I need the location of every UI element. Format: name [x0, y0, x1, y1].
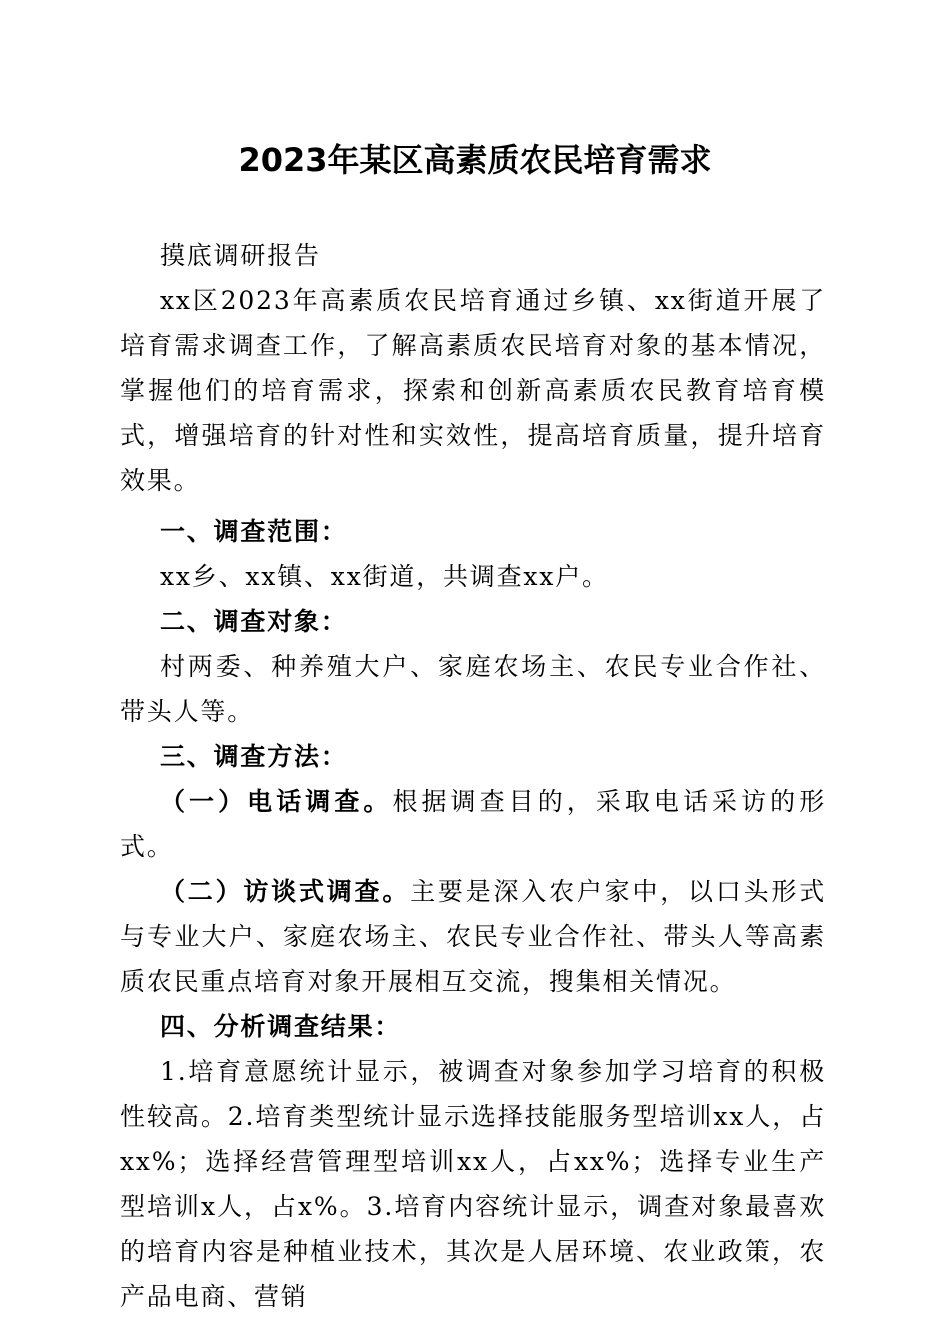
section-text-targets: 村两委、种养殖大户、家庭农场主、农民专业合作社、带头人等。 — [120, 652, 826, 726]
method-item-phone-text: 根据调查目的，采取电话采访的形式。 — [120, 787, 826, 861]
section-heading-scope: 一、调查范围： — [160, 517, 348, 546]
document-title: 2023年某区高素质农民培育需求 — [238, 141, 712, 179]
section-heading-results: 四、分析调查结果： — [160, 1012, 402, 1041]
method-item-interview-label: （二）访谈式调查。 — [160, 877, 411, 906]
method-item-phone-label: （一）电话调查。 — [160, 787, 393, 816]
method-item-phone — [120, 779, 826, 869]
document-body — [120, 233, 826, 1319]
intro-paragraph: xx区2023年高素质农民培育通过乡镇、xx街道开展了培育需求调查工作，了解高素质农民培育对象的基本情况，掌握他们的培育需求，探索和创新高素质农民教育培育模式，增强培育的针对性和实效性，提高培育质量，提升培育效果。 — [120, 286, 826, 495]
method-item-interview-text: 主要是深入农户家中，以口头形式与专业大户、家庭农场主、农民专业合作社、带头人等高素质农民重点培育对象开展相互交流，搜集相关情况。 — [120, 877, 826, 996]
document-subtitle: 摸底调研报告 — [160, 241, 321, 270]
method-item-interview — [120, 869, 826, 1004]
section-text-scope: xx乡、xx镇、xx街道，共调查xx户。 — [160, 562, 609, 591]
section-text-results: 1.培育意愿统计显示，被调查对象参加学习培育的积极性较高。2.培育类型统计显示选择技能服务型培训xx人，占xx%；选择经营管理型培训xx人，占xx%；选择专业生产型培训x人，占x%。3.培育内容统计显示，调查对象最喜欢的培育内容是种植业技术，其次是人居环境、农业政策，农产品电商、营销 — [120, 1057, 826, 1311]
section-heading-methods: 三、调查方法： — [160, 742, 348, 771]
section-heading-targets: 二、调查对象： — [160, 607, 348, 636]
